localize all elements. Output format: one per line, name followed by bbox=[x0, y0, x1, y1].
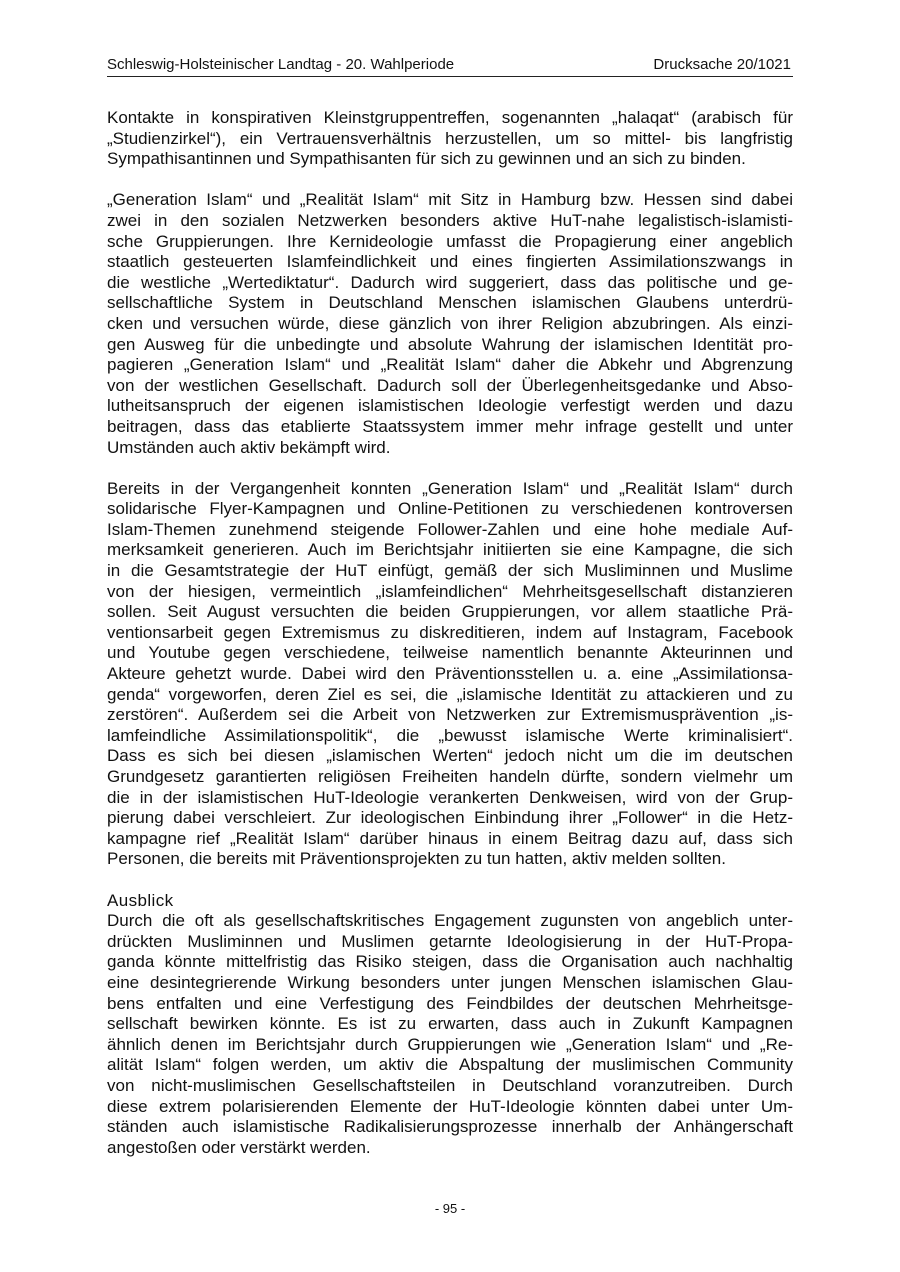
text-line: eine desintegrierende Wirkung besonders unter jungen Menschen islamischen Glau- bbox=[107, 972, 793, 992]
text-line: angestoßen oder verstärkt werden. bbox=[107, 1137, 371, 1157]
text-line: sche Gruppierungen. Ihre Kernideologie umfasst die Propagierung einer angeblich bbox=[107, 231, 793, 251]
text-line: Durch die oft als gesellschaftskritisches Engagement zugunsten von angeblich unter- bbox=[107, 911, 793, 931]
text-line: Grundgesetz garantierten religiösen Freiheiten handeln dürfte, sondern vielmehr um bbox=[107, 767, 793, 786]
text-line: bens entfalten und eine Verfestigung des Feindbildes der deutschen Mehrheitsge- bbox=[107, 993, 793, 1013]
text-line: die westliche „Wertediktatur“. Dadurch wird suggeriert, dass das politische und ge- bbox=[107, 272, 793, 292]
text-line: Sympathisantinnen und Sympathisanten für sich zu gewinnen und an sich zu binden. bbox=[107, 149, 746, 169]
text-line: sellschaft bewirken könnte. Es ist zu erwarten, dass auch in Zukunft Kampagnen bbox=[107, 1014, 793, 1034]
text-line: pierung dabei verschleiert. Zur ideologischen Einbindung ihrer „Follower“ in die Hetz- bbox=[107, 808, 793, 828]
page-number: - 95 - bbox=[434, 1201, 466, 1216]
paragraph-spacing bbox=[107, 170, 793, 191]
text-line: merksamkeit generieren. Auch im Berichtsjahr initiierten sie eine Kampagne, die sich bbox=[107, 540, 793, 560]
text-line: diese extrem polarisierenden Elemente der HuT-Ideologie könnten dabei unter Um- bbox=[107, 1096, 793, 1116]
text-line: ständen auch islamistische Radikalisierungsprozesse innerhalb der Anhängerschaft bbox=[107, 1117, 793, 1137]
text-line: Dass es sich bei diesen „islamischen Werten“ jedoch nicht um die im deutschen bbox=[107, 746, 793, 766]
text-line: staatlich gesteuerten Islamfeindlichkeit und eines fingierten Assimilationszwangs in bbox=[107, 252, 793, 272]
body-paragraphs bbox=[107, 108, 793, 1158]
text-line: ganda könnte mittelfristig das Risiko steigen, dass die Organisation auch nachhaltig bbox=[107, 952, 793, 972]
header-title: Schleswig-Holsteinischer Landtag - 20. Wahlperiode bbox=[107, 56, 455, 73]
text-line: Islam-Themen zunehmend steigende Follower-Zahlen und eine hohe mediale Auf- bbox=[107, 519, 793, 539]
text-line: „Studienzirkel“), ein Vertrauensverhältnis herzustellen, um so mittel- bis langfristig bbox=[107, 128, 793, 148]
paragraph-spacing bbox=[107, 458, 793, 479]
text-line: Akteure gehetzt wurde. Dabei wird den Präventionsstellen u. a. eine „Assimilationsa- bbox=[107, 664, 793, 684]
paragraph bbox=[107, 479, 793, 870]
text-line: „Generation Islam“ und „Realität Islam“ mit Sitz in Hamburg bzw. Hessen sind dabei bbox=[107, 190, 793, 210]
text-line: von der westlichen Gesellschaft. Dadurch soll der Überlegenheitsgedanke und Abso- bbox=[107, 375, 793, 395]
text-line: pagieren „Generation Islam“ und „Realität Islam“ daher die Abkehr und Abgrenzung bbox=[107, 355, 793, 375]
text-line: von der hiesigen, vermeintlich „islamfeindlichen“ Mehrheitsgesellschaft distanzieren bbox=[107, 581, 793, 601]
text-line: ähnlich denen im Berichtsjahr durch Gruppierungen wie „Generation Islam“ und „Re- bbox=[107, 1034, 793, 1054]
text-line: von nicht-muslimischen Gesellschaftsteilen in Deutschland voranzutreiben. Durch bbox=[107, 1075, 793, 1095]
text-line: lamfeindliche Assimilationspolitik“, die „bewusst islamische Werte kriminalisiert“. bbox=[107, 725, 793, 745]
paragraph bbox=[107, 190, 793, 458]
text-line: in die Gesamtstrategie der HuT einfügt, gemäß der sich Musliminnen und Muslime bbox=[107, 561, 793, 581]
page-header bbox=[107, 56, 793, 77]
text-line: sollen. Seit August versuchten die beiden Gruppierungen, vor allem staatliche Prä- bbox=[107, 602, 793, 622]
paragraph-spacing bbox=[107, 870, 793, 891]
document-number: Drucksache 20/1021 bbox=[653, 56, 791, 73]
text-line: Kontakte in konspirativen Kleinstgruppentreffen, sogenannten „halaqat“ (arabisch für bbox=[107, 108, 793, 127]
text-line: cken und versuchen würde, diese gänzlich von ihrer Religion abzubringen. Als einzi- bbox=[107, 313, 793, 333]
text-line: kampagne rief „Realität Islam“ darüber hinaus in einem Beitrag dazu auf, dass sich bbox=[107, 828, 793, 848]
text-line: alität Islam“ folgen werden, um aktiv die Abspaltung der muslimischen Community bbox=[107, 1055, 793, 1075]
text-line: ventionsarbeit gegen Extremismus zu diskreditieren, indem auf Instagram, Facebook bbox=[107, 622, 793, 642]
text-line: und Youtube gegen verschiedene, teilweise namentlich benannte Akteurinnen und bbox=[107, 643, 793, 663]
text-line: sellschaftliche System in Deutschland Menschen islamischen Glaubens unterdrü- bbox=[107, 293, 793, 313]
text-line: die in der islamistischen HuT-Ideologie verankerten Denkweisen, wird von der Grup- bbox=[107, 787, 793, 807]
text-line: gen Ausweg für die unbedingte und absolute Wahrung der islamischen Identität pro- bbox=[107, 334, 793, 354]
text-line: zerstören“. Außerdem sei die Arbeit von Netzwerken zur Extremismusprävention „is- bbox=[107, 705, 793, 725]
text-line: zwei in den sozialen Netzwerken besonders aktive HuT-nahe legalistisch-islamisti- bbox=[107, 210, 793, 230]
text-line: Personen, die bereits mit Präventionsprojekten zu tun hatten, aktiv melden sollten. bbox=[107, 849, 726, 869]
outlook-section bbox=[107, 891, 793, 1159]
text-line: genda“ vorgeworfen, deren Ziel es sei, die „islamische Identität zu attackieren und zu bbox=[107, 684, 793, 704]
text-line: solidarische Flyer-Kampagnen und Online-Petitionen zu verschiedenen kontroversen bbox=[107, 499, 793, 519]
paragraph bbox=[107, 108, 793, 170]
text-line: beitragen, dass das etablierte Staatssystem immer mehr infrage gestellt und unter bbox=[107, 416, 793, 436]
text-line: lutheitsanspruch der eigenen islamistischen Ideologie verfestigt werden und dazu bbox=[107, 396, 793, 416]
text-line: drückten Musliminnen und Muslimen getarnte Ideologisierung in der HuT-Propa- bbox=[107, 931, 793, 951]
text-line: Umständen auch aktiv bekämpft wird. bbox=[107, 437, 391, 457]
document-body bbox=[107, 108, 793, 1158]
text-line: Bereits in der Vergangenheit konnten „Generation Islam“ und „Realität Islam“ durch bbox=[107, 478, 793, 498]
section-heading: Ausblick bbox=[107, 890, 174, 910]
